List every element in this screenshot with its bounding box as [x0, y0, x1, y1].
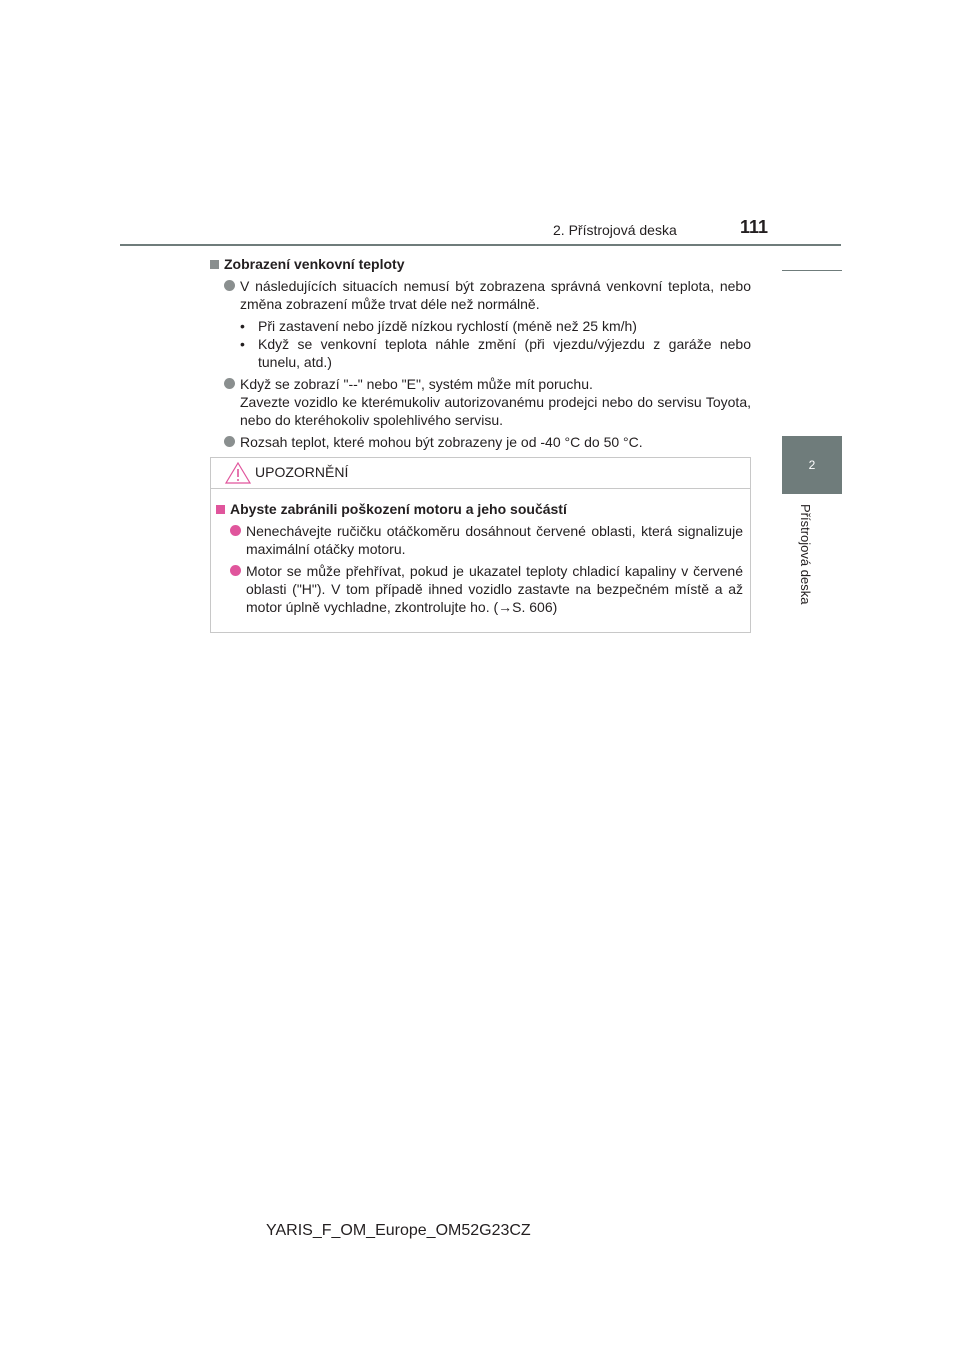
chapter-number: 2 [808, 458, 816, 472]
chapter-tab [782, 436, 842, 494]
chapter-label: Přístrojová deska [798, 504, 813, 605]
document-code: YARIS_F_OM_Europe_OM52G23CZ [266, 1222, 531, 1239]
sub-list-item-text: Když se venkovní teplota náhle změní (při vjezdu/výjezdu z garáže nebo tunelu, atd.) [258, 336, 751, 370]
round-bullet-icon [230, 525, 241, 536]
warning-heading-text: Abyste zabránili poškození motoru a jeho součástí [230, 501, 567, 517]
warning-list-item [216, 562, 743, 616]
list-item [210, 433, 751, 451]
warning-list-item-text: Nenechávejte ručičku otáčkoměru dosáhnout červené oblasti, která signalizuje maximální otáčky motoru. [246, 523, 743, 557]
warning-title: UPOZORNĚNÍ [255, 464, 349, 480]
list-item-text: Když se zobrazí "--" nebo "E", systém může mít poruchu. [240, 376, 593, 392]
sub-list-item [240, 335, 751, 371]
side-tab-rule [782, 270, 842, 271]
list-item-text: V následujících situacích nemusí být zobrazena správná venkovní teplota, nebo změna zobrazení může trvat déle než normálně. [240, 278, 751, 312]
warning-header [211, 458, 750, 489]
running-header-section: 2. Přístrojová deska [553, 222, 677, 238]
sub-list [240, 317, 751, 371]
warning-box [210, 457, 751, 633]
list-item-text: Rozsah teplot, které mohou být zobrazeny je od -40 °C do 50 °C. [240, 434, 643, 450]
square-bullet-icon [216, 505, 225, 514]
round-bullet-icon [224, 280, 235, 291]
warning-body [216, 500, 743, 620]
round-bullet-icon [224, 378, 235, 389]
sub-bullet-icon: • [240, 318, 245, 334]
list-item-text-continued: Zavezte vozidlo ke kterémukoliv autorizovanému prodejci nebo do servisu Toyota, nebo do kteréhokoliv spolehlivého servisu. [240, 394, 751, 428]
page-number: 111 [740, 217, 769, 237]
section-heading [210, 255, 751, 273]
section-heading-text: Zobrazení venkovní teploty [224, 256, 405, 272]
warning-triangle-icon [225, 462, 251, 489]
header-rule [120, 244, 841, 246]
square-bullet-icon [210, 260, 219, 269]
round-bullet-icon [230, 565, 241, 576]
sub-list-item [240, 317, 751, 335]
list-item [210, 375, 751, 429]
sub-list-item-text: Při zastavení nebo jízdě nízkou rychlostí (méně než 25 km/h) [258, 318, 637, 334]
warning-list-item [216, 522, 743, 558]
round-bullet-icon [224, 436, 235, 447]
warning-heading [216, 500, 743, 518]
main-content [210, 255, 751, 455]
sub-bullet-icon: • [240, 336, 245, 352]
list-item [210, 277, 751, 371]
warning-list-item-text: Motor se může přehřívat, pokud je ukazatel teploty chladicí kapaliny v červené oblasti ("H"). V tom případě ihned vozidlo zastavte na bezpečném místě a až motor úplně vychladne, zkontrolujte ho. (→S. 606) [246, 563, 743, 615]
